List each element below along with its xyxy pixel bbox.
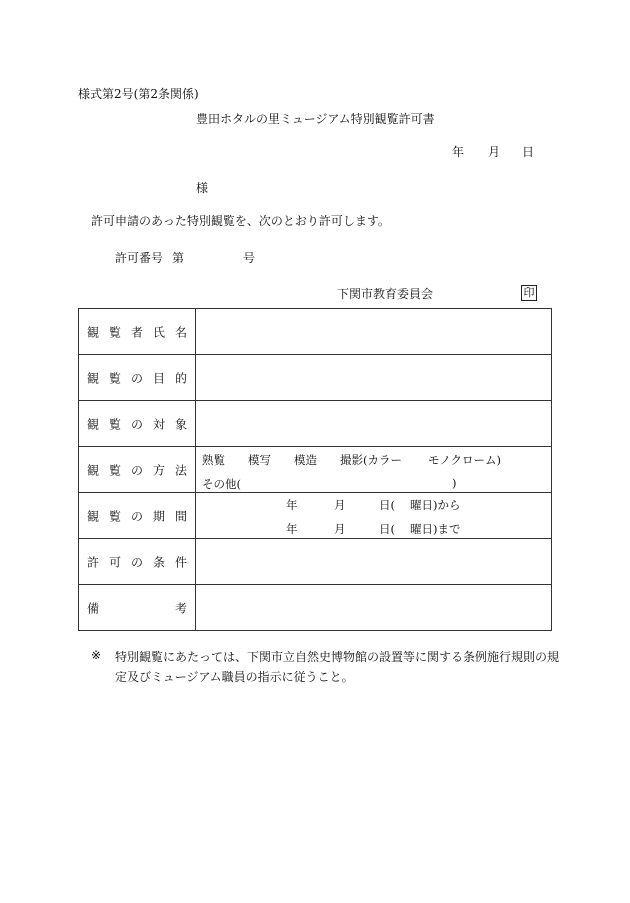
row-label-method [79, 447, 196, 493]
row-label-char: 覧 [108, 371, 121, 385]
form-number: 様式第2号(第2条関係) [78, 87, 199, 101]
row-label-char: の [130, 509, 143, 523]
row-label-remarks [79, 585, 196, 631]
row-label-char: の [130, 371, 143, 385]
row-label-char: 覧 [108, 417, 121, 431]
period-from-year: 年 [286, 498, 298, 512]
row-label-char: 許 [87, 555, 100, 569]
row-label-char: 目 [152, 371, 165, 385]
method-other-open: その他( [202, 477, 241, 491]
row-label-char: 間 [174, 509, 187, 523]
period-from-weekday: 曜日)から [410, 498, 461, 512]
row-label-char: 考 [174, 601, 187, 615]
row-label-char: 名 [174, 325, 187, 339]
row-label-char: 観 [87, 509, 100, 523]
row-label-target [79, 401, 196, 447]
row-label-char: 法 [174, 463, 187, 477]
conditions-field[interactable] [196, 539, 552, 585]
table-row [79, 401, 552, 447]
row-label-char: 対 [152, 417, 165, 431]
period-to-year: 年 [286, 522, 298, 536]
row-label-period [79, 493, 196, 539]
row-label-char: の [130, 417, 143, 431]
period-to-month: 月 [334, 522, 346, 536]
permit-statement: 許可申請のあった特別観覧を、次のとおり許可します。 [91, 214, 390, 228]
row-label-char: 方 [152, 463, 165, 477]
row-label-char: 期 [152, 509, 165, 523]
date-month: 月 [488, 145, 501, 159]
permit-number-prefix: 第 [172, 251, 185, 265]
table-row [79, 355, 552, 401]
method-option-careful-view: 熟覧 [202, 453, 225, 467]
row-label-char: 覧 [108, 325, 121, 339]
row-label-char: 者 [130, 325, 143, 339]
method-field[interactable] [196, 447, 552, 493]
method-option-monochrome: モノクローム) [428, 453, 502, 467]
row-label-char: 観 [87, 371, 100, 385]
row-label-char: 件 [174, 555, 187, 569]
addressee-suffix: 様 [196, 181, 209, 195]
row-label-char: 観 [87, 417, 100, 431]
document-title: 豊田ホタルの里ミュージアム特別観覧許可書 [196, 112, 435, 126]
permit-number-suffix: 号 [243, 251, 256, 265]
table-row [79, 447, 552, 493]
date-day: 日 [522, 145, 535, 159]
method-option-replica: 模造 [294, 453, 317, 467]
table-row [79, 585, 552, 631]
table-row [79, 539, 552, 585]
issuer-name: 下関市教育委員会 [337, 287, 434, 301]
period-from-month: 月 [334, 498, 346, 512]
row-label-char: 的 [174, 371, 187, 385]
date-year: 年 [452, 145, 465, 159]
row-label-char: 観 [87, 325, 100, 339]
method-option-photo-color: 撮影(カラー [340, 453, 402, 467]
row-label-char: の [130, 555, 143, 569]
row-label-char: 覧 [108, 463, 121, 477]
purpose-field[interactable] [196, 355, 552, 401]
method-option-copy: 模写 [248, 453, 271, 467]
table-row [79, 493, 552, 539]
permit-form-table [78, 308, 552, 631]
permit-number-label: 許可番号 [115, 251, 164, 265]
row-label-char: 条 [152, 555, 165, 569]
period-to-day: 日( [379, 522, 395, 536]
row-label-char: 氏 [152, 325, 165, 339]
row-label-char: の [130, 463, 143, 477]
viewer-name-field[interactable] [196, 309, 552, 355]
method-other-close: ) [452, 476, 457, 490]
row-label-char: 覧 [108, 509, 121, 523]
target-field[interactable] [196, 401, 552, 447]
row-label-char: 備 [87, 601, 100, 615]
period-field[interactable] [196, 493, 552, 539]
footnote-line-1: 特別観覧にあたっては、下関市立自然史博物館の設置等に関する条例施行規則の規 [115, 650, 560, 664]
remarks-field[interactable] [196, 585, 552, 631]
row-label-char: 観 [87, 463, 100, 477]
footnote-mark: ※ [91, 648, 102, 662]
row-label-char: 象 [174, 417, 187, 431]
row-label-viewer-name [79, 309, 196, 355]
table-row [79, 309, 552, 355]
row-label-purpose [79, 355, 196, 401]
period-from-day: 日( [379, 498, 395, 512]
row-label-conditions [79, 539, 196, 585]
row-label-char: 可 [108, 555, 121, 569]
seal-mark: 印 [521, 285, 537, 301]
footnote-line-2: 定及びミュージアム職員の指示に従うこと。 [115, 670, 354, 684]
period-to-weekday: 曜日)まで [410, 522, 461, 536]
